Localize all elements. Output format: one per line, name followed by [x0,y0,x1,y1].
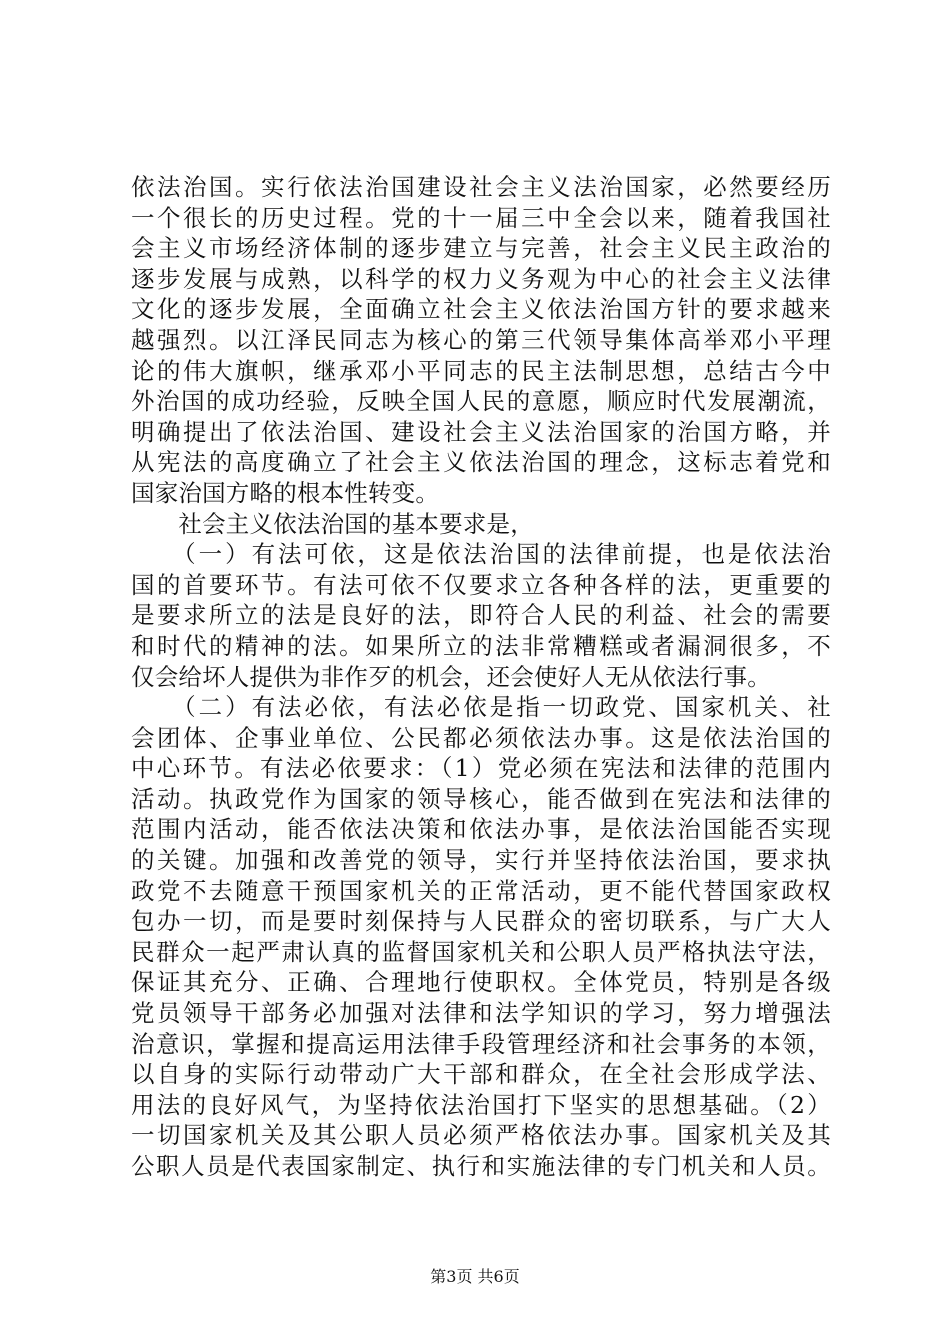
text-line: 明确提出了依法治国、建设社会主义法治国家的治国方略，并 [131,417,831,446]
text-line: （二）有法必依，有法必依是指一切政党、国家机关、社 [131,693,831,722]
text-line: 以自身的实际行动带动广大干部和群众，在全社会形成学法、 [131,1060,831,1089]
text-line: 国的首要环节。有法可依不仅要求立各种各样的法，更重要的 [131,570,831,599]
text-line: 依法治国。实行依法治国建设社会主义法治国家，必然要经历 [131,173,831,201]
text-line: 公职人员是代表国家制定、执行和实施法律的专门机关和人员。 [131,1152,831,1180]
text-line: 会团体、企事业单位、公民都必须依法办事。这是依法治国的 [131,723,831,752]
text-line: 治意识，掌握和提高运用法律手段管理经济和社会事务的本领， [131,1029,831,1058]
text-line: 民群众一起严肃认真的监督国家机关和公职人员严格执法守法， [131,937,831,966]
body-text [131,172,831,1182]
text-line: 论的伟大旗帜，继承邓小平同志的民主法制思想，总结古今中 [131,356,831,385]
text-line: 仅会给坏人提供为非作歹的机会，还会使好人无从依法行事。 [131,662,771,691]
text-line: 政党不去随意干预国家机关的正常活动，更不能代替国家政权 [131,876,831,905]
text-line: 从宪法的高度确立了社会主义依法治国的理念，这标志着党和 [131,448,831,477]
text-line: 和时代的精神的法。如果所立的法非常糟糕或者漏洞很多，不 [131,631,831,660]
text-line: 社会主义依法治国的基本要求是， [131,509,534,538]
text-line: 的关键。加强和改善党的领导，实行并坚持依法治国，要求执 [131,846,831,875]
page-number: 第3页 共6页 [430,1267,520,1286]
text-line: 中心环节。有法必依要求：（1）党必须在宪法和法律的范围内 [131,754,831,783]
page-footer [0,1267,950,1287]
text-line: （一）有法可依，这是依法治国的法律前提，也是依法治 [131,540,831,569]
text-line: 是要求所立的法是良好的法，即符合人民的利益、社会的需要 [131,601,831,630]
text-line: 会主义市场经济体制的逐步建立与完善，社会主义民主政治的 [131,234,831,263]
text-line: 范围内活动，能否依法决策和依法办事，是依法治国能否实现 [131,815,831,844]
text-line: 外治国的成功经验，反映全国人民的意愿，顺应时代发展潮流， [131,387,831,416]
text-line: 用法的良好风气，为坚持依法治国打下坚实的思想基础。（2） [131,1090,831,1119]
text-line: 包办一切，而是要时刻保持与人民群众的密切联系，与广大人 [131,907,831,936]
text-line: 党员领导干部务必加强对法律和法学知识的学习，努力增强法 [131,999,831,1028]
text-line: 活动。执政党作为国家的领导核心，能否做到在宪法和法律的 [131,784,831,813]
text-line: 一切国家机关及其公职人员必须严格依法办事。国家机关及其 [131,1121,831,1150]
text-line: 越强烈。以江泽民同志为核心的第三代领导集体高举邓小平理 [131,325,831,354]
text-line: 一个很长的历史过程。党的十一届三中全会以来，随着我国社 [131,203,831,232]
text-line: 国家治国方略的根本性转变。 [131,478,440,507]
text-line: 文化的逐步发展，全面确立社会主义依法治国方针的要求越来 [131,295,831,324]
text-line: 保证其充分、正确、合理地行使职权。全体党员，特别是各级 [131,968,831,997]
text-line: 逐步发展与成熟，以科学的权力义务观为中心的社会主义法律 [131,264,831,293]
